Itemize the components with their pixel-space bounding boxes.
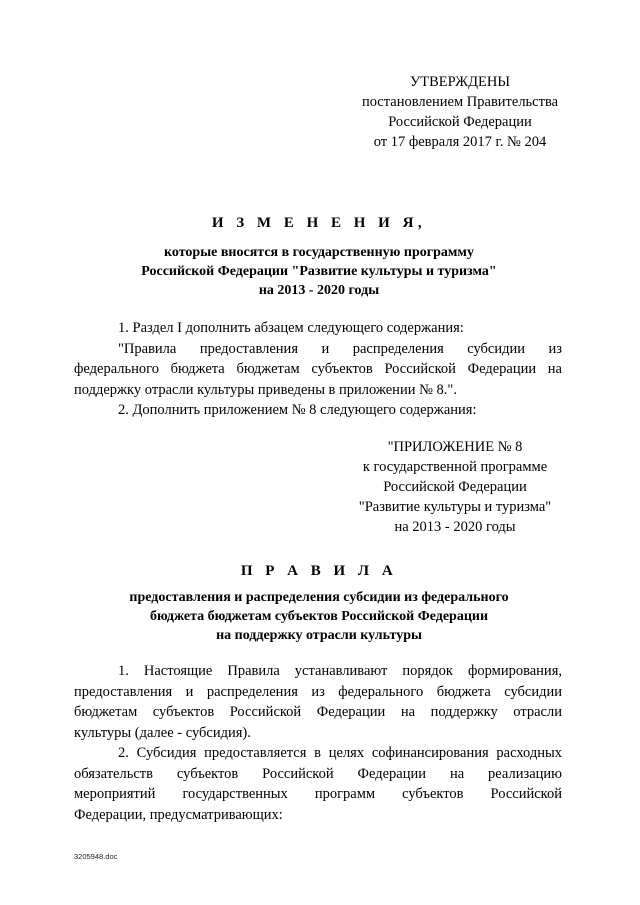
appendix-line: на 2013 - 2020 годы <box>394 519 516 535</box>
paragraph-line: предоставления и распределения из федерального бюджета субсидии <box>74 683 562 700</box>
item-2: 2. Дополнить приложением № 8 следующего содержания: <box>118 402 477 418</box>
appendix-block <box>340 437 570 537</box>
appendix-line: "Развитие культуры и туризма" <box>358 499 552 515</box>
rules-subtitle-line: предоставления и распределения субсидии из федерального <box>129 590 509 605</box>
quote-line: "Правила предоставления и распределения субсидии из <box>118 340 562 357</box>
item-1: 1. Раздел I дополнить абзацем следующего содержания: <box>118 320 464 336</box>
changes-title: И З М Е Н Е Н И Я, <box>211 215 427 231</box>
rules-title: П Р А В И Л А <box>240 563 398 579</box>
quote-line: федерального бюджета бюджетам субъектов Российской Федерации на <box>74 361 562 377</box>
paragraph-line: обязательств субъектов Российской Федерации на реализацию <box>74 765 562 782</box>
changes-subtitle-line: Российской Федерации "Развитие культуры и туризма" <box>141 264 497 279</box>
appendix-line: Российской Федерации <box>383 479 527 495</box>
rules-subtitle-line: бюджета бюджетам субъектов Российской Федерации <box>149 609 489 624</box>
changes-subtitle-line: на 2013 - 2020 годы <box>258 283 380 298</box>
paragraph-line: 2. Субсидия предоставляется в целях софинансирования расходных <box>118 745 562 761</box>
appendix-title: "ПРИЛОЖЕНИЕ № 8 <box>387 439 523 455</box>
paragraph-line: культуры (далее - субсидия). <box>74 724 251 741</box>
footer-filename: 3205948.doc <box>74 852 118 861</box>
approval-line: Российской Федерации <box>388 114 532 130</box>
paragraph-line: 1. Настоящие Правила устанавливают порядок формирования, <box>118 663 562 679</box>
changes-subtitle-line: которые вносятся в государственную программу <box>164 245 474 260</box>
approval-date-number: от 17 февраля 2017 г. № 204 <box>373 134 547 150</box>
changes-subtitle <box>74 243 564 300</box>
rules-subtitle <box>74 588 564 645</box>
paragraph-line: Федерации, предусматривающих: <box>74 806 283 823</box>
paragraph-line: бюджетам субъектов Российской Федерации на поддержку отрасли <box>74 704 562 720</box>
rules-body <box>74 661 562 825</box>
rules-subtitle-line: на поддержку отрасли культуры <box>216 628 422 643</box>
approval-title: УТВЕРЖДЕНЫ <box>409 74 511 90</box>
quote-line: поддержку отрасли культуры приведены в приложении № 8.". <box>74 381 457 398</box>
changes-items <box>74 318 562 421</box>
approval-line: постановлением Правительства <box>361 94 559 110</box>
appendix-line: к государственной программе <box>362 459 548 475</box>
approval-block <box>355 72 565 152</box>
paragraph-line: мероприятий государственных программ субъектов Российской <box>74 786 562 802</box>
